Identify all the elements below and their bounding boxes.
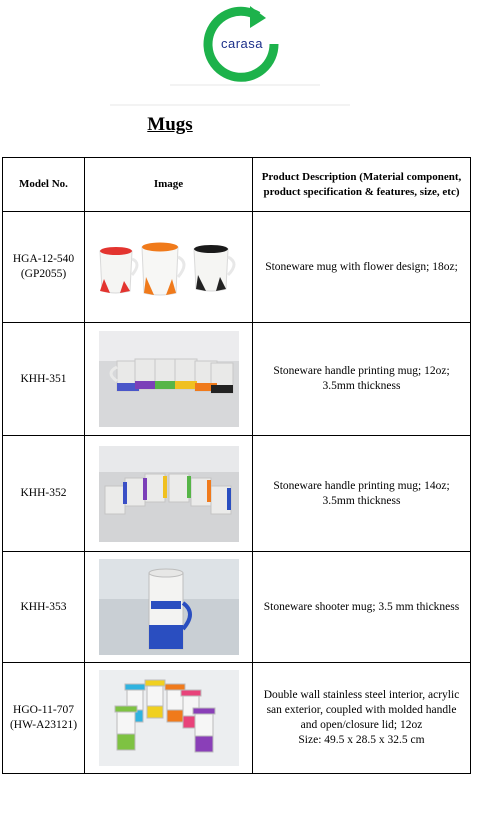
table-row [3, 663, 471, 774]
logo-text: carasa [220, 36, 264, 51]
model-cell: KHH-353 [3, 552, 85, 663]
description-cell: Stoneware shooter mug; 3.5 mm thickness [253, 552, 471, 663]
model-cell: HGA-12-540 (GP2055) [3, 212, 85, 323]
mug-row-photo-icon [99, 331, 239, 427]
image-cell [85, 436, 253, 552]
mug-flower-photo-icon [94, 237, 244, 297]
model-cell: KHH-352 [3, 436, 85, 552]
table-row [3, 212, 471, 323]
description-cell: Double wall stainless steel interior, acrylic san exterior, coupled with molded handle and open/closure lid; 12oz Size: 49.5 x 28.5 x 32.5 cm [253, 663, 471, 774]
description-cell: Stoneware handle printing mug; 12oz; 3.5mm thickness [253, 323, 471, 436]
section-title: Mugs [147, 114, 193, 135]
travel-mug-photo-icon [99, 670, 239, 766]
header-description: Product Description (Material component, product specification & features, size, etc) [253, 158, 471, 212]
image-cell [85, 552, 253, 663]
description-cell: Stoneware mug with flower design; 18oz; [253, 212, 471, 323]
description-cell: Stoneware handle printing mug; 14oz; 3.5mm thickness [253, 436, 471, 552]
model-cell: HGO-11-707 (HW-A23121) [3, 663, 85, 774]
table-row [3, 436, 471, 552]
model-cell: KHH-351 [3, 323, 85, 436]
header-image: Image [85, 158, 253, 212]
mug-arc-photo-icon [99, 446, 239, 542]
table-header-row [3, 158, 471, 212]
image-cell [85, 212, 253, 323]
table-row [3, 323, 471, 436]
image-cell [85, 663, 253, 774]
image-cell [85, 323, 253, 436]
carasa-logo [200, 4, 284, 88]
shooter-mug-photo-icon [99, 559, 239, 655]
products-table [2, 157, 471, 774]
table-row [3, 552, 471, 663]
faint-divider [170, 84, 320, 86]
faint-divider [110, 104, 350, 106]
header-model: Model No. [3, 158, 85, 212]
